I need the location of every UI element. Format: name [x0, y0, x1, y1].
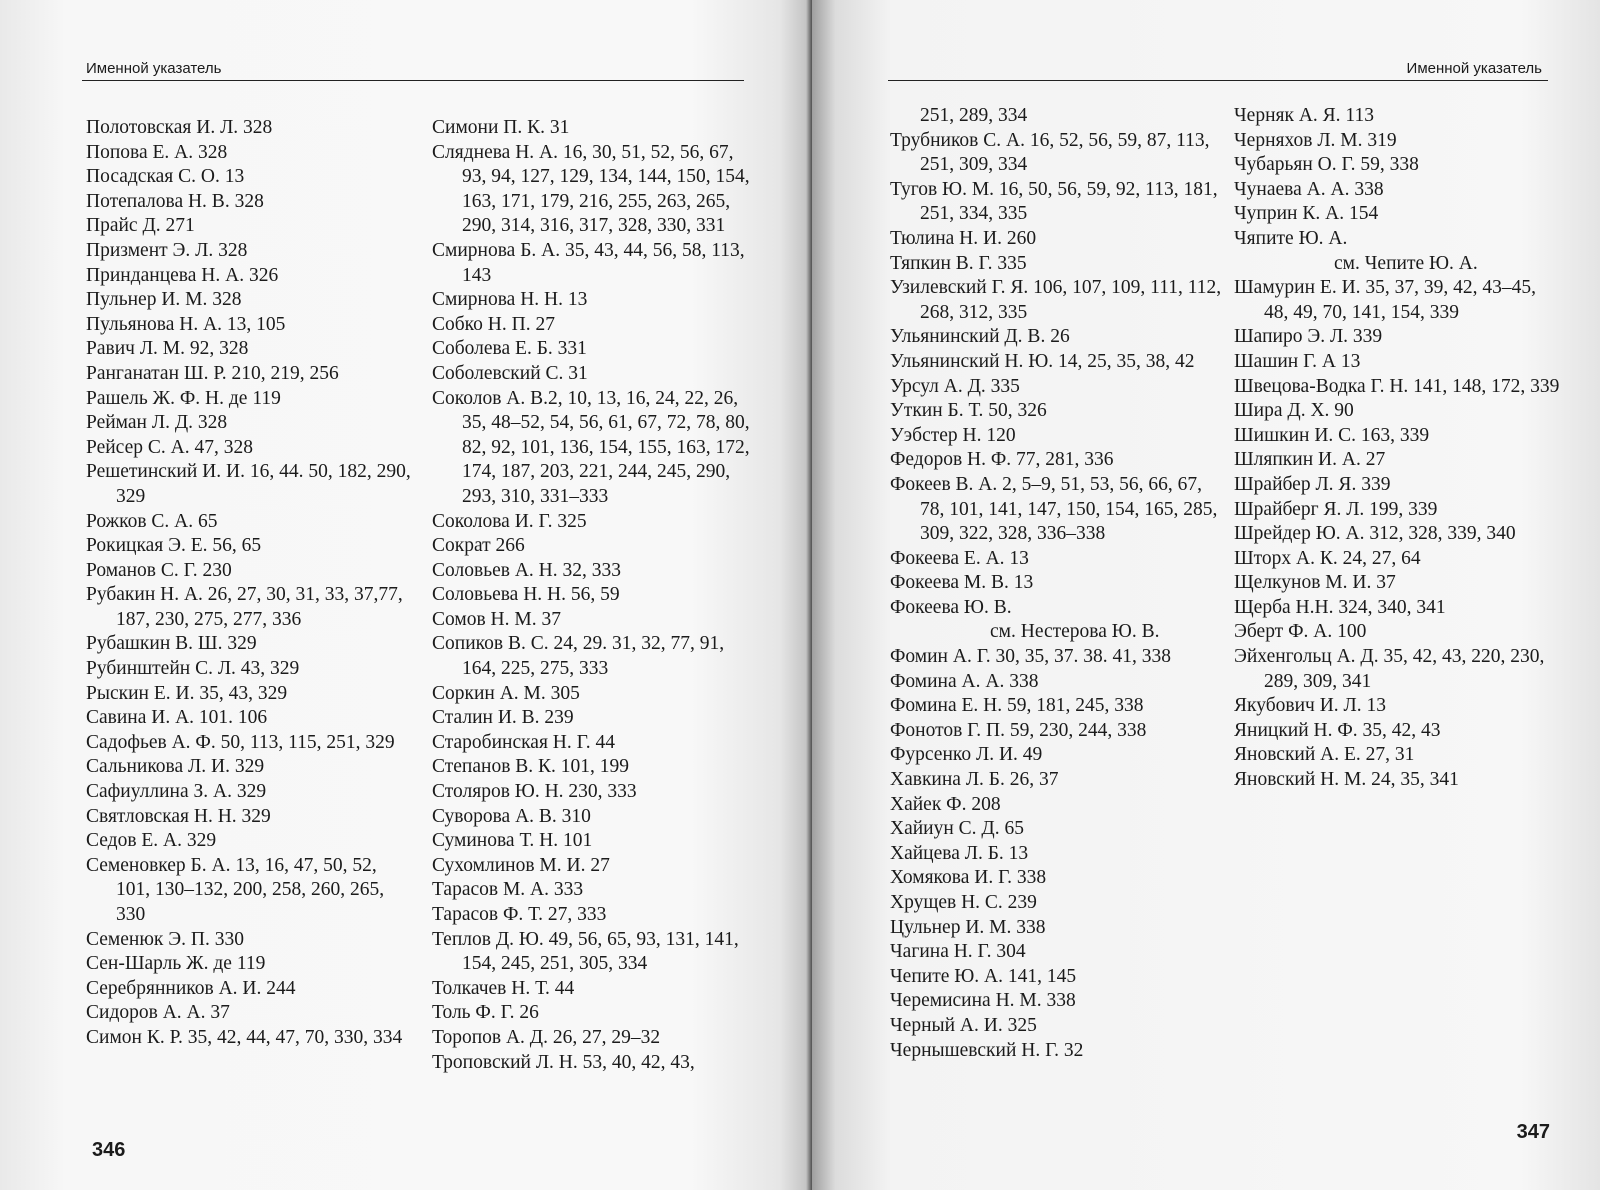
index-entry: Чунаева А. А. 338 [1234, 178, 1384, 200]
index-entry: Черный А. И. 325 [890, 1014, 1037, 1036]
index-entry: Шторх А. К. 24, 27, 64 [1234, 547, 1421, 569]
index-entry: Эберт Ф. А. 100 [1234, 621, 1367, 643]
index-entry: Ульянинский Д. В. 26 [890, 326, 1070, 348]
index-entry: Сидоров А. А. 37 [86, 1002, 230, 1024]
index-entry: Фомина А. А. 338 [890, 670, 1039, 692]
index-entry: Фурсенко Л. И. 49 [890, 744, 1043, 766]
index-entry: Симони П. К. 31 [432, 117, 570, 138]
index-column-2 [432, 116, 750, 1075]
index-entry: Щелкунов М. И. 37 [1234, 572, 1396, 594]
index-entry: Рейман Л. Д. 328 [86, 412, 228, 434]
index-entry: Цульнер И. М. 338 [890, 916, 1046, 938]
index-entry: Хайиун С. Д. 65 [890, 818, 1024, 840]
index-entry: Шляпкин И. А. 27 [1234, 449, 1386, 471]
index-entry: Шапиро Э. Л. 339 [1234, 326, 1383, 348]
index-entry: Тюлина Н. И. 260 [890, 227, 1037, 249]
index-entry: Чяпите Ю. А. [1234, 227, 1348, 249]
index-entry: Суворова А. В. 310 [432, 805, 591, 827]
index-entry: Пульнер И. М. 328 [86, 289, 242, 311]
index-entry: Попова Е. А. 328 [86, 141, 228, 163]
index-entry: Соколов А. В.2, 10, 13, 16, 24, 22, 26, 35, 48–52, 54, 56, 61, 67, 72, 78, 80, 82, 92, 101, 136, 154, 155, 163, 172, 174, 187, 203, 221, 244, 245, 290, 293, 310, 331–333 [432, 387, 750, 507]
index-entry: Прайс Д. 271 [86, 215, 195, 237]
index-entry: Суминова Т. Н. 101 [432, 830, 593, 852]
index-entry: Чагина Н. Г. 304 [890, 941, 1026, 963]
index-entry: Серебрянников А. И. 244 [86, 977, 296, 999]
index-entry: Теплов Д. Ю. 49, 56, 65, 93, 131, 141, 154, 245, 251, 305, 334 [432, 928, 739, 975]
index-entry: Сталин И. В. 239 [432, 707, 574, 729]
index-entry: Соболева Е. Б. 331 [432, 338, 587, 360]
index-entry: Урсул А. Д. 335 [890, 375, 1020, 397]
index-entry: Эйхенгольц А. Д. 35, 42, 43, 220, 230, 289, 309, 341 [1234, 646, 1545, 692]
index-entry: 251, 289, 334 [920, 105, 1028, 126]
index-entry: Принданцева Н. А. 326 [86, 264, 279, 286]
index-entry: Смирнова Н. Н. 13 [432, 289, 588, 311]
page-number: 346 [92, 1139, 126, 1161]
index-entry: Савина И. А. 101. 106 [86, 707, 268, 729]
index-entry: Тарасов М. А. 333 [432, 879, 584, 901]
index-entry: Старобинская Н. Г. 44 [432, 731, 615, 753]
index-entry: Щерба Н.Н. 324, 340, 341 [1234, 596, 1446, 618]
index-entry: Сухомлинов М. И. 27 [432, 854, 610, 876]
index-entry: Трубников С. А. 16, 52, 56, 59, 87, 113, 251, 309, 334 [890, 129, 1210, 176]
index-entry: Хайек Ф. 208 [890, 793, 1001, 815]
index-entry: Хомякова И. Г. 338 [890, 867, 1047, 889]
page-number: 347 [1516, 1121, 1550, 1143]
index-entry: Степанов В. К. 101, 199 [432, 756, 630, 778]
index-entry: Пульянова Н. А. 13, 105 [86, 313, 286, 335]
index-entry: Святловская Н. Н. 329 [86, 805, 271, 827]
index-entry: Ранганатан Ш. Р. 210, 219, 256 [86, 362, 339, 384]
index-column-1 [86, 116, 412, 1051]
index-entry: Седов Е. А. 329 [86, 830, 217, 852]
index-entry: Черняхов Л. М. 319 [1234, 129, 1397, 151]
index-entry: Шрейдер Ю. А. 312, 328, 339, 340 [1234, 523, 1516, 545]
index-entry: Тугов Ю. М. 16, 50, 56, 59, 92, 113, 181, 251, 334, 335 [890, 178, 1218, 225]
index-entry: Толь Ф. Г. 26 [432, 1002, 539, 1024]
index-entry: Шамурин Е. И. 35, 37, 39, 42, 43–45, 48, 49, 70, 141, 154, 339 [1234, 277, 1537, 323]
index-entry: Сопиков В. С. 24, 29. 31, 32, 77, 91, 164, 225, 275, 333 [432, 633, 725, 680]
index-entry: Яницкий Н. Ф. 35, 42, 43 [1234, 719, 1441, 741]
index-entry: Столяров Ю. Н. 230, 333 [432, 781, 637, 803]
index-entry: Фокеева М. В. 13 [890, 572, 1034, 594]
index-entry: Фокеев В. А. 2, 5–9, 51, 53, 56, 66, 67, 78, 101, 141, 147, 150, 154, 165, 285, 309, 322, 328, 336–338 [890, 473, 1218, 545]
header-rule [888, 80, 1548, 81]
index-entry: Рубакин Н. А. 26, 27, 30, 31, 33, 37,77, 187, 230, 275, 277, 336 [86, 584, 403, 630]
index-entry: Сафиуллина З. А. 329 [86, 781, 267, 803]
index-entry: Соловьев А. Н. 32, 333 [432, 559, 621, 581]
index-entry: Хрущев Н. С. 239 [890, 892, 1037, 913]
index-entry: Чуприн К. А. 154 [1234, 203, 1379, 225]
index-entry: Рубашкин В. Ш. 329 [86, 633, 257, 655]
index-column-3 [890, 104, 1222, 1063]
index-entry: Романов С. Г. 230 [86, 559, 232, 581]
index-entry: Шишкин И. С. 163, 339 [1234, 424, 1430, 446]
index-entry: Чепите Ю. А. 141, 145 [890, 965, 1077, 987]
index-entry: Яновский Н. М. 24, 35, 341 [1234, 769, 1459, 791]
running-head: Именной указатель [86, 60, 222, 77]
index-entry: Садофьев А. Ф. 50, 113, 115, 251, 329 [86, 731, 395, 753]
index-entry: Уткин Б. Т. 50, 326 [890, 400, 1047, 422]
index-entry: Сляднева Н. А. 16, 30, 51, 52, 56, 67, 93, 94, 127, 129, 134, 144, 150, 154, 163, 171, 179, 216, 255, 263, 265, 290, 314, 316, 317, 328, 330, 331 [432, 141, 750, 237]
index-entry: Соболевский С. 31 [432, 362, 588, 384]
index-entry: Равич Л. М. 92, 328 [86, 338, 249, 360]
index-entry: Сократ 266 [432, 535, 525, 557]
index-entry: Соловьева Н. Н. 56, 59 [432, 584, 620, 606]
index-entry: Ульянинский Н. Ю. 14, 25, 35, 38, 42 [890, 350, 1195, 372]
index-entry: Соркин А. М. 305 [432, 682, 580, 704]
index-entry: Рашель Ж. Ф. Н. де 119 [86, 387, 281, 409]
index-entry: Черняк А. Я. 113 [1234, 105, 1374, 126]
index-entry: Чубарьян О. Г. 59, 338 [1234, 154, 1419, 176]
index-entry: Хайцева Л. Б. 13 [890, 842, 1029, 864]
index-entry: Рейсер С. А. 47, 328 [86, 436, 253, 458]
index-entry: Шрайбер Л. Я. 339 [1234, 473, 1391, 495]
index-entry: Рокицкая Э. Е. 56, 65 [86, 535, 262, 557]
index-entry: Чернышевский Н. Г. 32 [890, 1039, 1084, 1061]
see-reference: см. Чепите Ю. А. [1334, 252, 1478, 274]
index-entry: Сен-Шарль Ж. де 119 [86, 953, 266, 975]
index-entry: Рожков С. А. 65 [86, 510, 218, 532]
index-entry: Собко Н. П. 27 [432, 313, 555, 335]
index-entry: Решетинский И. И. 16, 44. 50, 182, 290, 329 [86, 461, 411, 507]
index-entry: Торопов А. Д. 26, 27, 29–32 [432, 1026, 661, 1048]
index-entry: Тарасов Ф. Т. 27, 333 [432, 904, 607, 925]
index-entry: Рубинштейн С. Л. 43, 329 [86, 658, 300, 680]
index-entry: Семенюк Э. П. 330 [86, 928, 244, 950]
index-entry: Черемисина Н. М. 338 [890, 990, 1076, 1012]
index-entry: Сомов Н. М. 37 [432, 608, 561, 630]
index-entry: Толкачев Н. Т. 44 [432, 977, 575, 999]
index-entry: Троповский Л. Н. 53, 40, 42, 43, [432, 1051, 695, 1073]
index-column-4 [1234, 104, 1564, 793]
index-entry: Фомин А. Г. 30, 35, 37. 38. 41, 338 [890, 646, 1172, 668]
index-entry: Смирнова Б. А. 35, 43, 44, 56, 58, 113, 143 [432, 239, 745, 286]
index-entry: Полотовская И. Л. 328 [86, 117, 273, 138]
index-entry: Шрайберг Я. Л. 199, 339 [1234, 498, 1438, 520]
index-entry: Федоров Н. Ф. 77, 281, 336 [890, 449, 1114, 471]
index-entry: Уэбстер Н. 120 [890, 424, 1016, 446]
index-entry: Призмент Э. Л. 328 [86, 239, 248, 261]
index-entry: Симон К. Р. 35, 42, 44, 47, 70, 330, 334 [86, 1026, 403, 1048]
index-entry: Хавкина Л. Б. 26, 37 [890, 769, 1059, 791]
running-head: Именной указатель [1406, 60, 1542, 77]
index-entry: Шира Д. Х. 90 [1234, 400, 1354, 422]
index-entry: Шашин Г. А 13 [1234, 350, 1361, 372]
index-entry: Фонотов Г. П. 59, 230, 244, 338 [890, 719, 1147, 741]
index-entry: Рыскин Е. И. 35, 43, 329 [86, 682, 288, 704]
index-entry: Посадская С. О. 13 [86, 166, 245, 188]
index-entry: Якубович И. Л. 13 [1234, 695, 1387, 717]
index-entry: Соколова И. Г. 325 [432, 510, 587, 532]
index-entry: Узилевский Г. Я. 106, 107, 109, 111, 112, 268, 312, 335 [890, 277, 1222, 323]
index-entry: Семеновкер Б. А. 13, 16, 47, 50, 52, 101, 130–132, 200, 258, 260, 265, 330 [86, 854, 385, 925]
index-entry: Яновский А. Е. 27, 31 [1234, 744, 1415, 766]
index-entry: Фокеева Е. А. 13 [890, 547, 1029, 569]
index-entry: Сальникова Л. И. 329 [86, 756, 265, 778]
index-entry: Тяпкин В. Г. 335 [890, 252, 1027, 274]
index-entry: Швецова-Водка Г. Н. 141, 148, 172, 339 [1234, 375, 1560, 397]
see-reference: см. Нестерова Ю. В. [990, 621, 1160, 643]
header-rule [82, 80, 744, 81]
right-page [812, 0, 1600, 1190]
index-entry: Потепалова Н. В. 328 [86, 190, 264, 212]
index-entry: Фокеева Ю. В. [890, 596, 1012, 618]
index-entry: Фомина Е. Н. 59, 181, 245, 338 [890, 695, 1144, 717]
